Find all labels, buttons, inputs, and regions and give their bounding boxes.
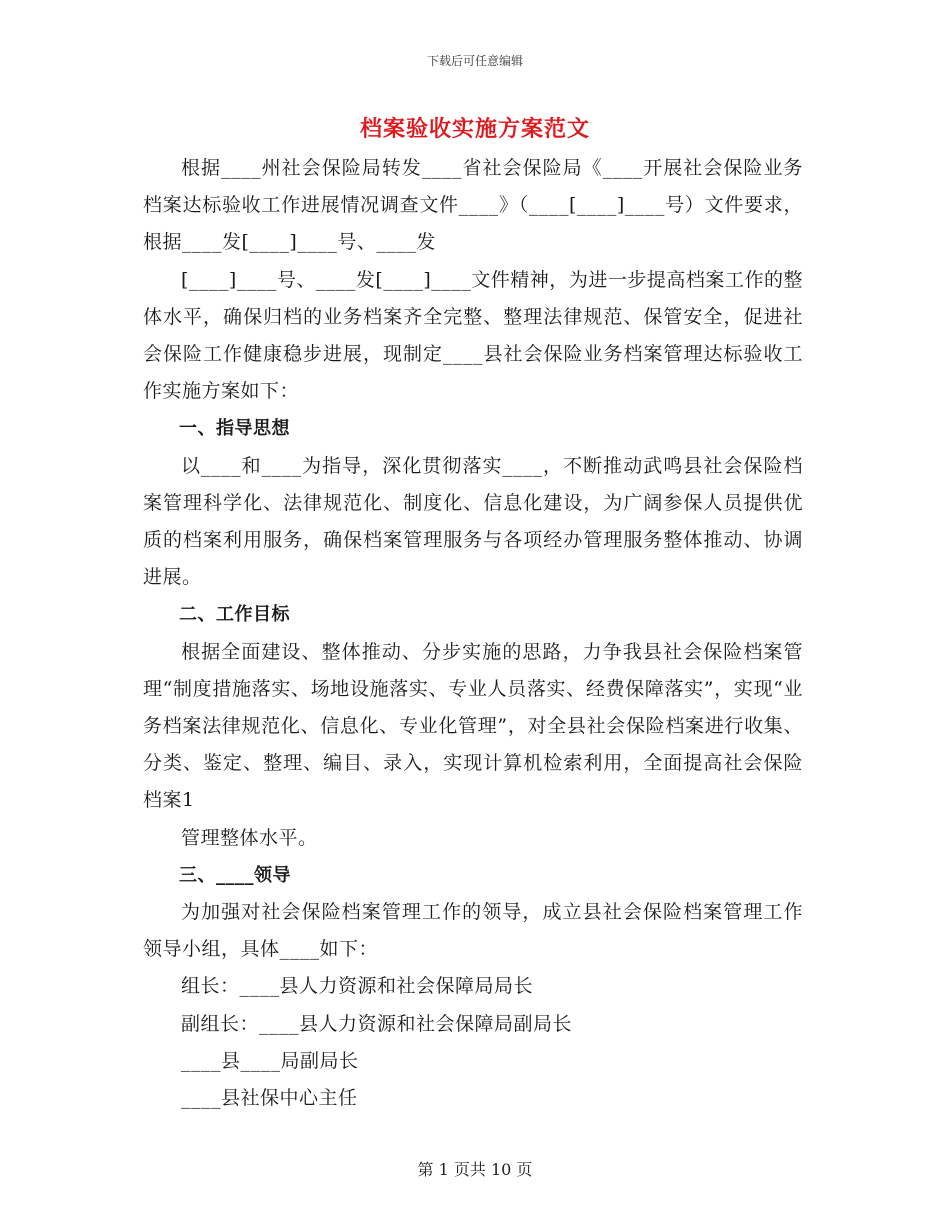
section-heading: 一、指导思想 bbox=[179, 418, 290, 440]
paragraph: 为加强对社会保险档案管理工作的领导，成立县社会保险档案管理工作领导小组，具体____如下： bbox=[143, 901, 803, 961]
section-heading: 三、____领导 bbox=[179, 864, 291, 886]
list-item: 副组长：____县人力资源和社会保障局副局长 bbox=[181, 1012, 573, 1035]
paragraph: 根据____州社会保险局转发____省社会保险局《____开展社会保险业务档案达标验收工作进展情况调查文件____》（____[____]____号）文件要求，根据____发[____]____号、____发 bbox=[143, 157, 803, 254]
page-header-note: 下载后可任意编辑 bbox=[426, 54, 523, 68]
list-item: ____县社保中心主任 bbox=[181, 1087, 358, 1110]
paragraph: 管理整体水平。 bbox=[181, 826, 318, 849]
page-footer: 第 1 页共 10 页 bbox=[417, 1160, 533, 1179]
document-title: 档案验收实施方案范文 bbox=[359, 117, 590, 142]
paragraph: 根据全面建设、整体推动、分步实施的思路，力争我县社会保险档案管理“制度措施落实、场地设施落实、专业人员落实、经费保障落实”，实现“业务档案法律规范化、信息化、专业化管理”，对全县社会保险档案进行收集、分类、鉴定、整理、编目、录入，实现计算机检索利用，全面提高社会保险档案1 bbox=[143, 640, 803, 812]
paragraph: 以____和____为指导，深化贯彻落实____，不断推动武鸣县社会保险档案管理科学化、法律规范化、制度化、信息化建设，为广阔参保人员提供优质的档案利用服务，确保档案管理服务与各项经办管理服务整体推动、协调进展。 bbox=[143, 454, 803, 589]
list-item: 组长：____县人力资源和社会保障局局长 bbox=[181, 975, 534, 998]
paragraph: [____]____号、____发[____]____文件精神，为进一步提高档案工作的整体水平，确保归档的业务档案齐全完整、整理法律规范、保管安全，促进社会保险工作健康稳步进展，现制定____县社会保险业务档案管理达标验收工作实施方案如下： bbox=[143, 268, 803, 403]
document-body bbox=[143, 150, 803, 1117]
section-heading: 二、工作目标 bbox=[179, 604, 290, 626]
list-item: ____县____局副局长 bbox=[181, 1049, 359, 1072]
